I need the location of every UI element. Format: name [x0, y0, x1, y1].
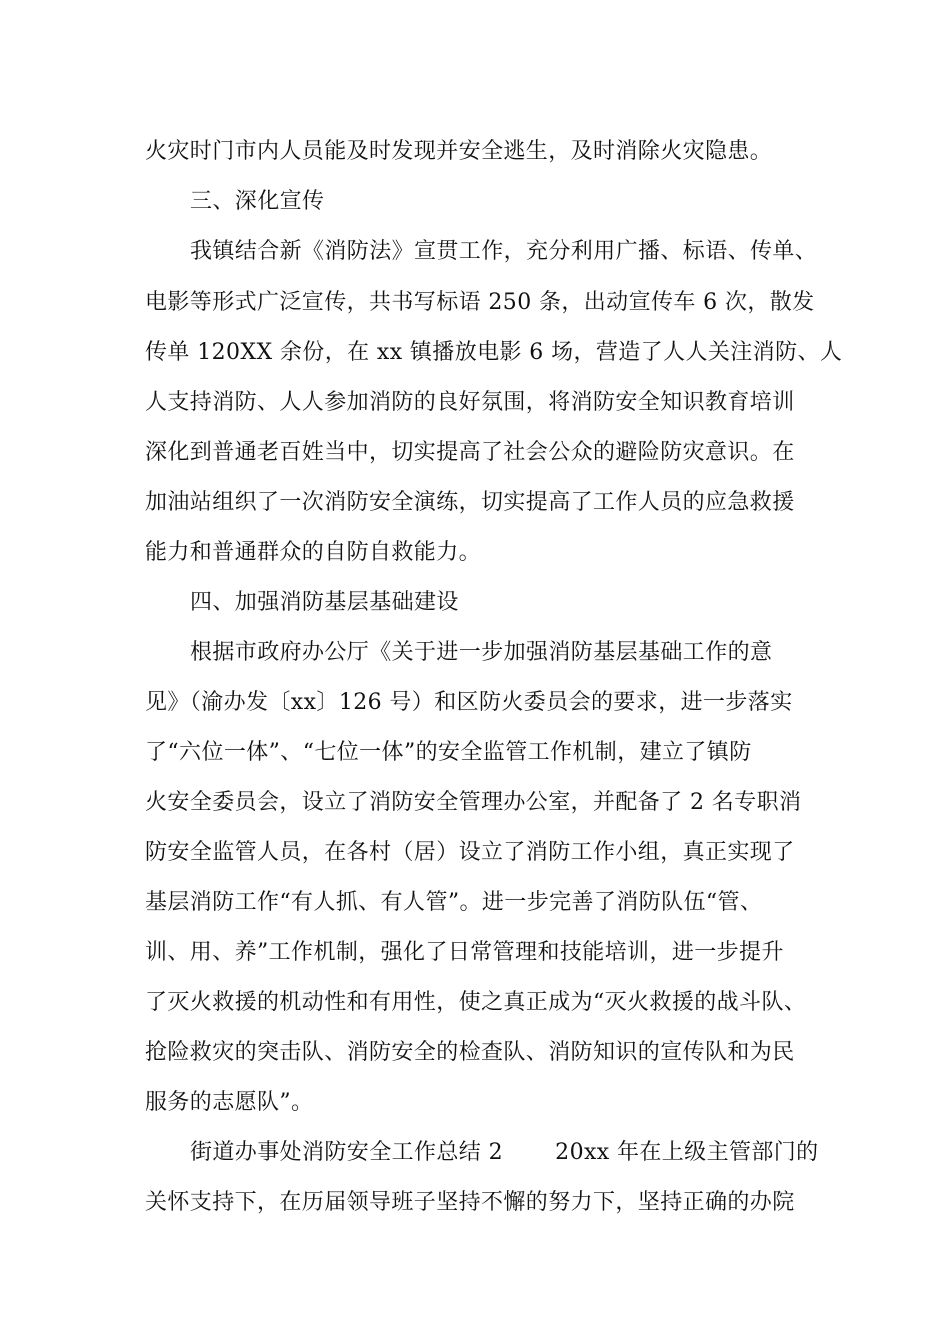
text-line: 抢险救灾的突击队、消防安全的检查队、消防知识的宣传队和为民: [145, 1040, 795, 1065]
text-line: 根据市政府办公厅《关于进一步加强消防基层基础工作的意: [190, 640, 773, 665]
text-line: 电影等形式广泛宣传，共书写标语 250 条，出动宣传车 6 次，散发: [145, 290, 815, 315]
text-line: 服务的志愿队”。: [145, 1090, 314, 1115]
text-line: 防安全监管人员，在各村（居）设立了消防工作小组，真正实现了: [145, 840, 795, 865]
text-line: 火灾时门市内人员能及时发现并安全逃生，及时消除火灾隐患。: [145, 139, 773, 164]
text-line: 火安全委员会，设立了消防安全管理办公室，并配备了 2 名专职消: [145, 790, 802, 815]
section-heading: 四、加强消防基层基础建设: [190, 590, 459, 615]
text-line: 了灭火救援的机动性和有用性，使之真正成为“灭火救援的战斗队、: [145, 990, 807, 1015]
text-line: 街道办事处消防安全工作总结 2 20xx 年在上级主管部门的: [190, 1140, 819, 1165]
text-line: 训、用、养”工作机制，强化了日常管理和技能培训，进一步提升: [145, 940, 784, 965]
text-line: 加油站组织了一次消防安全演练，切实提高了工作人员的应急救援: [145, 490, 795, 515]
text-line: 基层消防工作“有人抓、有人管”。进一步完善了消防队伍“管、: [145, 890, 763, 915]
text-line: 了“六位一体”、“七位一体”的安全监管工作机制，建立了镇防: [145, 740, 752, 765]
text-line: 我镇结合新《消防法》宣贯工作，充分利用广播、标语、传单、: [190, 239, 818, 264]
section-heading: 三、深化宣传: [190, 189, 325, 214]
text-line: 关怀支持下，在历届领导班子坚持不懈的努力下，坚持正确的办院: [145, 1190, 795, 1215]
text-line: 人支持消防、人人参加消防的良好氛围，将消防安全知识教育培训: [145, 390, 795, 415]
text-line: 深化到普通老百姓当中，切实提高了社会公众的避险防灾意识。在: [145, 440, 795, 465]
text-line: 传单 120XX 余份，在 xx 镇播放电影 6 场，营造了人人关注消防、人: [145, 340, 843, 365]
text-line: 能力和普通群众的自防自救能力。: [145, 540, 482, 565]
text-line: 见》（渝办发〔xx〕126 号）和区防火委员会的要求，进一步落实: [145, 690, 793, 715]
